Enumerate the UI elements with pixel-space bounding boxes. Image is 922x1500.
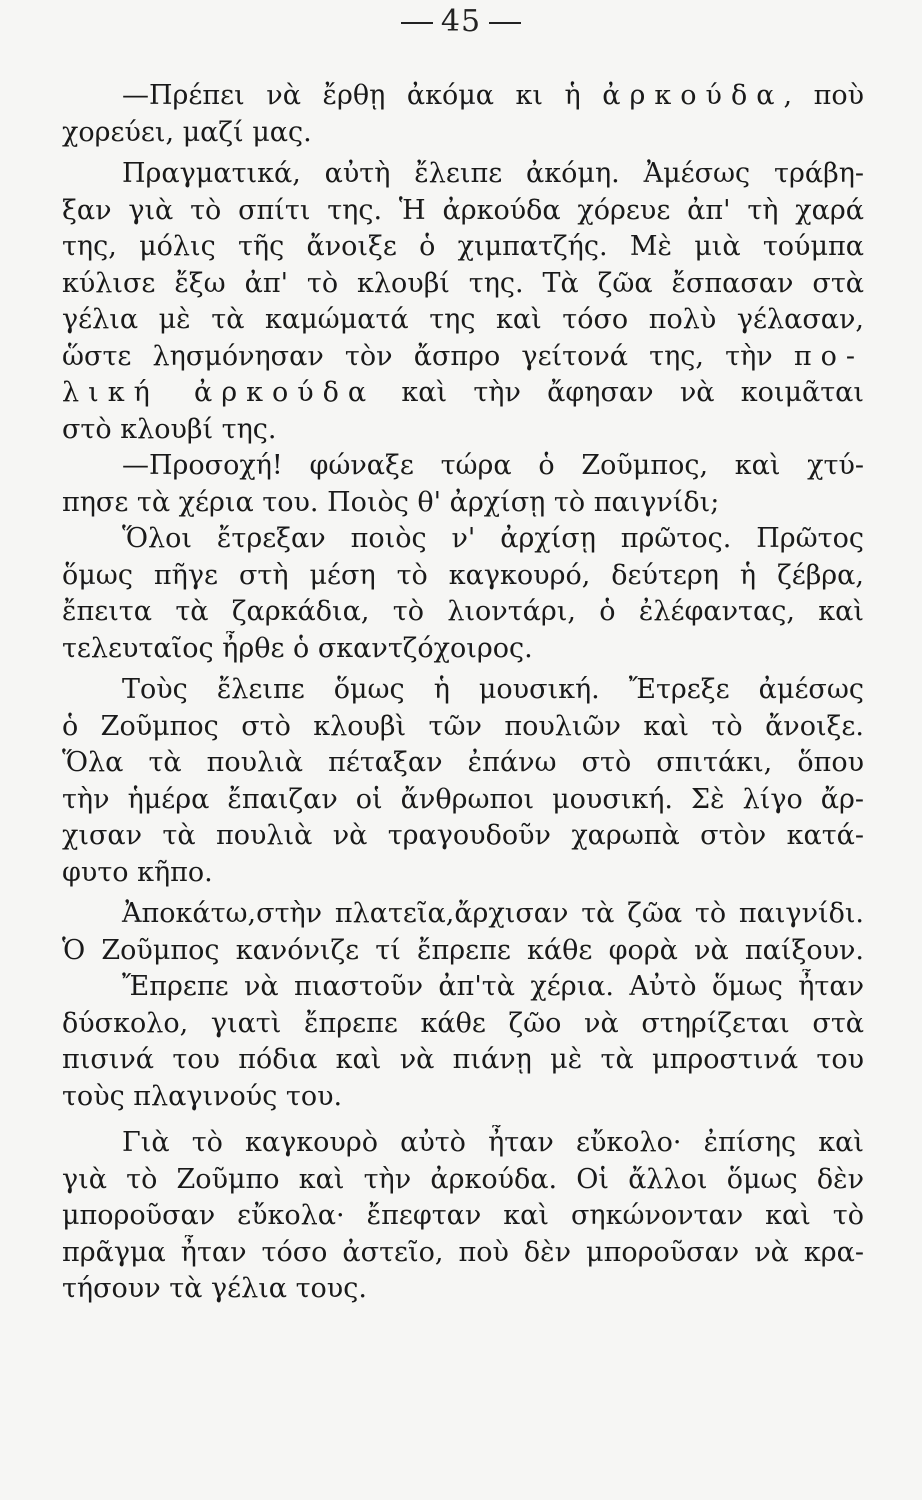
text-line: τελευταῖος ἦρθε ὁ σκαντζόχοιρος. <box>62 632 533 664</box>
text-line: πισινά του πόδια καὶ νὰ πιάνῃ μὲ τὰ μπροστινά του <box>62 1044 864 1075</box>
page-number-dash-left <box>401 22 433 24</box>
text-line: —Πρέπει νὰ ἔρθῃ ἀκόμα κι ἡ ἀρκούδα, ποὺ <box>122 80 864 111</box>
text-line: τοὺς πλαγινούς του. <box>62 1080 343 1112</box>
text-line: πρᾶγμα ἦταν τόσο ἀστεῖο, ποὺ δὲν μποροῦσαν νὰ κρα- <box>62 1236 864 1268</box>
text-line: γιὰ τὸ Ζοῦμπο καὶ τὴν ἀρκούδα. Οἱ ἄλλοι ὅμως δὲν <box>62 1163 864 1195</box>
text-line: φυτο κῆπο. <box>62 856 213 888</box>
text-line: χισαν τὰ πουλιὰ νὰ τραγουδοῦν χαρωπὰ στὸν κατά- <box>62 820 864 851</box>
page-number-dash-right <box>489 22 521 24</box>
text-line: Γιὰ τὸ καγκουρὸ αὐτὸ ἦταν εὔκολο· ἐπίσης καὶ <box>122 1127 864 1158</box>
text-line: ὥστε λησμόνησαν τὸν ἄσπρο γείτονά της, τὴν πο- <box>62 340 864 372</box>
text-line: ξαν γιὰ τὸ σπίτι της. Ἡ ἀρκούδα χόρευε ἀπ' τὴ χαρά <box>62 194 864 226</box>
text-line: —Προσοχή! φώναξε τώρα ὁ Ζοῦμπος, καὶ χτύ- <box>122 450 864 481</box>
text-line: γέλια μὲ τὰ καμώματά της καὶ τόσο πολὺ γέλασαν, <box>62 304 864 335</box>
page-number-value: 45 <box>440 4 482 39</box>
text-line: τὴν ἡμέρα ἔπαιζαν οἱ ἄνθρωποι μουσική. Σὲ λίγο ἄρ- <box>62 783 864 815</box>
text-line: ἔπειτα τὰ ζαρκάδια, τὸ λιοντάρι, ὁ ἐλέφαντας, καὶ <box>62 596 864 627</box>
text-line: λική ἀρκούδα καὶ τὴν ἄφησαν νὰ κοιμᾶται <box>62 377 864 408</box>
text-line: ὁ Ζοῦμπος στὸ κλουβὶ τῶν πουλιῶν καὶ τὸ ἄνοιξε. <box>62 710 864 742</box>
text-line: Ὅλα τὰ πουλιὰ πέταξαν ἐπάνω στὸ σπιτάκι, ὅπου <box>62 747 864 778</box>
text-line: πησε τὰ χέρια του. Ποιὸς θ' ἀρχίσῃ τὸ παιγνίδι; <box>62 486 720 518</box>
text-line: τήσουν τὰ γέλια τους. <box>62 1273 367 1304</box>
text-line: Ὁ Ζοῦμπος κανόνιζε τί ἔπρεπε κάθε φορὰ νὰ παίξουν. <box>62 934 864 966</box>
spaced-emphasis: πο- <box>793 340 864 372</box>
text-line: Τοὺς ἔλειπε ὅμως ἡ μουσική. Ἔτρεξε ἀμέσως <box>122 674 864 705</box>
text-line: χορεύει, μαζί μας. <box>62 116 312 148</box>
text-line: Ὅλοι ἔτρεξαν ποιὸς ν' ἀρχίσῃ πρῶτος. Πρῶτος <box>122 523 864 554</box>
body-text <box>62 78 864 1308</box>
text-line: Ἀποκάτω,στὴν πλατεῖα,ἄρχισαν τὰ ζῶα τὸ παιγνίδι. <box>122 898 864 929</box>
text-line: ὅμως πῆγε στὴ μέση τὸ καγκουρό, δεύτερη ἡ ζέβρα, <box>62 559 864 591</box>
text-line: δύσκολο, γιατὶ ἔπρεπε κάθε ζῶο νὰ στηρίζεται στὰ <box>62 1007 864 1039</box>
spaced-emphasis: ἀρκούδα <box>602 80 784 111</box>
page-number <box>0 2 922 42</box>
text-line: κύλισε ἔξω ἀπ' τὸ κλουβί της. Τὰ ζῶα ἔσπασαν στὰ <box>62 267 864 299</box>
text-line: Πραγματικά, αὐτὴ ἔλειπε ἀκόμη. Ἀμέσως τράβη- <box>122 158 864 189</box>
spaced-emphasis: λική ἀρκούδα <box>62 377 376 408</box>
text-line: της, μόλις τῆς ἄνοιξε ὁ χιμπατζής. Μὲ μιὰ τούμπα <box>62 231 864 262</box>
text-line: μποροῦσαν εὔκολα· ἔπεφταν καὶ σηκώνονταν καὶ τὸ <box>62 1200 864 1231</box>
text-line: Ἔπρεπε νὰ πιαστοῦν ἀπ'τὰ χέρια. Αὐτὸ ὅμως ἦταν <box>122 971 864 1002</box>
text-line: στὸ κλουβί της. <box>62 413 277 445</box>
